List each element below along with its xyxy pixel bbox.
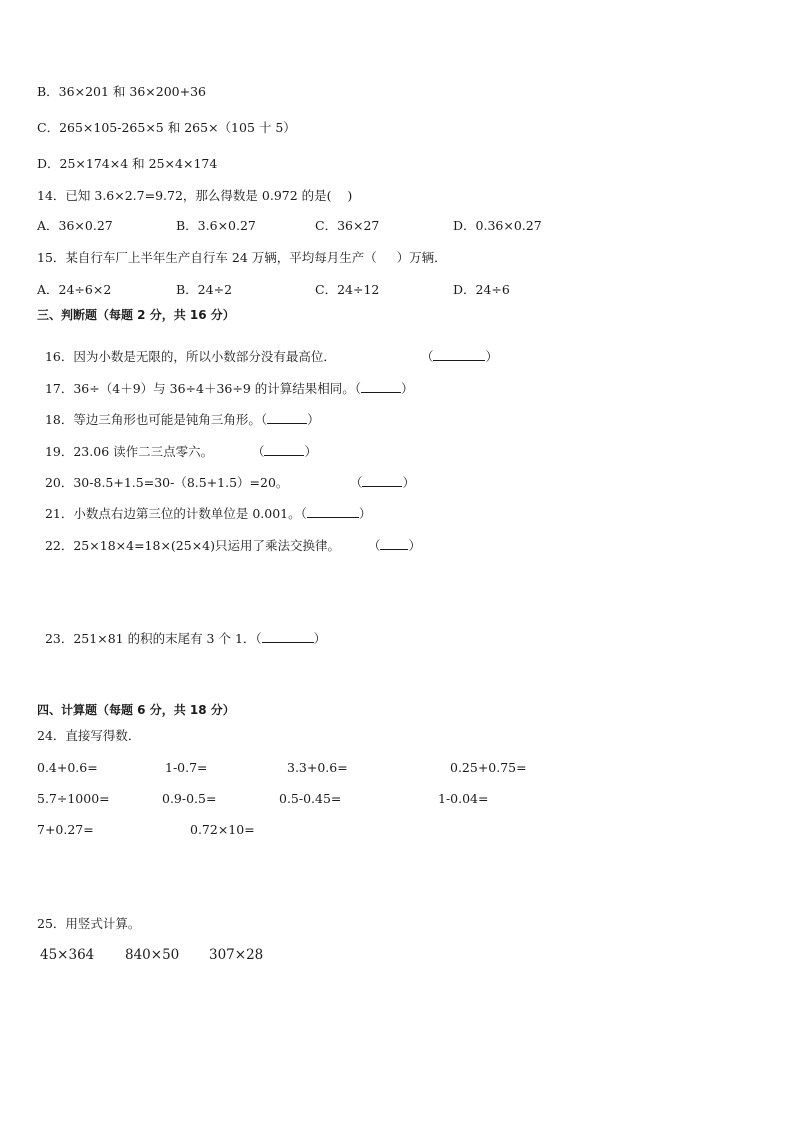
q24-item: 0.25+0.75= [450,760,527,775]
q16-answer[interactable]: （ ） [420,349,498,364]
answer-blank[interactable] [361,381,401,393]
q24-stem: 24．直接写得数． [37,728,141,743]
q24-item: 1-0.7= [165,760,208,775]
q19-text: 19．23.06 读作二三点零六。 [44,444,214,459]
q25-item: 307×28 [209,947,264,963]
q15-stem: 15．某自行车厂上半年生产自行车 24 万辆，平均每月生产（ ）万辆． [37,250,447,265]
q19 [37,428,213,460]
q13-option-d: D．25×174×4 和 25×4×174 [37,156,218,171]
q15-option-b: B．24÷2 [176,282,233,297]
q22-answer[interactable]: （ ） [367,538,421,553]
q14-stem: 14．已知 3.6×2.7=9.72，那么得数是 0.972 的是( ) [37,188,353,203]
q22-text: 22．25×18×4=18×(25×4)只运用了乘法交换律。 [44,538,341,553]
q25-item: 840×50 [125,947,180,963]
answer-blank[interactable] [262,631,314,643]
answer-blank[interactable] [433,349,485,361]
section4-title: 四、计算题（每题 6 分，共 18 分） [37,703,235,717]
q19-answer[interactable]: （ ） [251,444,317,459]
q13-option-c: C．265×105-265×5 和 265×（105 十 5） [37,120,296,135]
q20-answer[interactable]: （ ） [349,475,415,490]
q21: 21．小数点右边第三位的计数单位是 0.001。（ ） [44,506,372,521]
q24-item: 1-0.04= [438,791,489,806]
q13-option-b: B．36×201 和 36×200+36 [37,84,206,99]
q14-option-a: A．36×0.27 [37,218,113,233]
q17: 17．36÷（4＋9）与 36÷4＋36÷9 的计算结果相同。（ ） [44,381,414,396]
q24-item: 0.5-0.45= [279,791,342,806]
q17-text: 17．36÷（4＋9）与 36÷4＋36÷9 的计算结果相同。 [44,381,355,396]
q14-option-c: C．36×27 [315,218,380,233]
q14-option-b: B．3.6×0.27 [176,218,256,233]
q16 [37,333,336,365]
q21-text: 21．小数点右边第三位的计数单位是 0.001。 [44,506,301,521]
q14-option-d: D．0.36×0.27 [453,218,542,233]
q20 [37,459,288,491]
answer-blank[interactable] [307,506,359,518]
q15-option-c: C．24÷12 [315,282,380,297]
q22 [37,522,340,554]
q18: 18．等边三角形也可能是钝角三角形。（ ） [44,412,320,427]
q24-item: 3.3+0.6= [287,760,348,775]
q18-text: 18．等边三角形也可能是钝角三角形。 [44,412,261,427]
q23: 23．251×81 的积的末尾有 3 个 1．（ ） [44,631,327,646]
section3-title: 三、判断题（每题 2 分，共 16 分） [37,308,235,322]
answer-blank[interactable] [362,475,402,487]
q15-option-d: D．24÷6 [453,282,510,297]
q24-item: 7+0.27= [37,822,94,837]
answer-blank[interactable] [264,444,304,456]
q24-item: 0.4+0.6= [37,760,98,775]
q25-stem: 25．用竖式计算。 [37,916,141,931]
q23-text: 23．251×81 的积的末尾有 3 个 1． [44,631,256,646]
q24-item: 5.7÷1000= [37,791,110,806]
answer-blank[interactable] [380,538,408,550]
q15-option-a: A．24÷6×2 [37,282,112,297]
q16-text: 16．因为小数是无限的，所以小数部分没有最高位． [44,349,336,364]
answer-blank[interactable] [267,412,307,424]
q20-text: 20．30-8.5+1.5=30-（8.5+1.5）=20。 [44,475,289,490]
q24-item: 0.72×10= [190,822,255,837]
q24-item: 0.9-0.5= [162,791,217,806]
q25-item: 45×364 [40,947,95,963]
